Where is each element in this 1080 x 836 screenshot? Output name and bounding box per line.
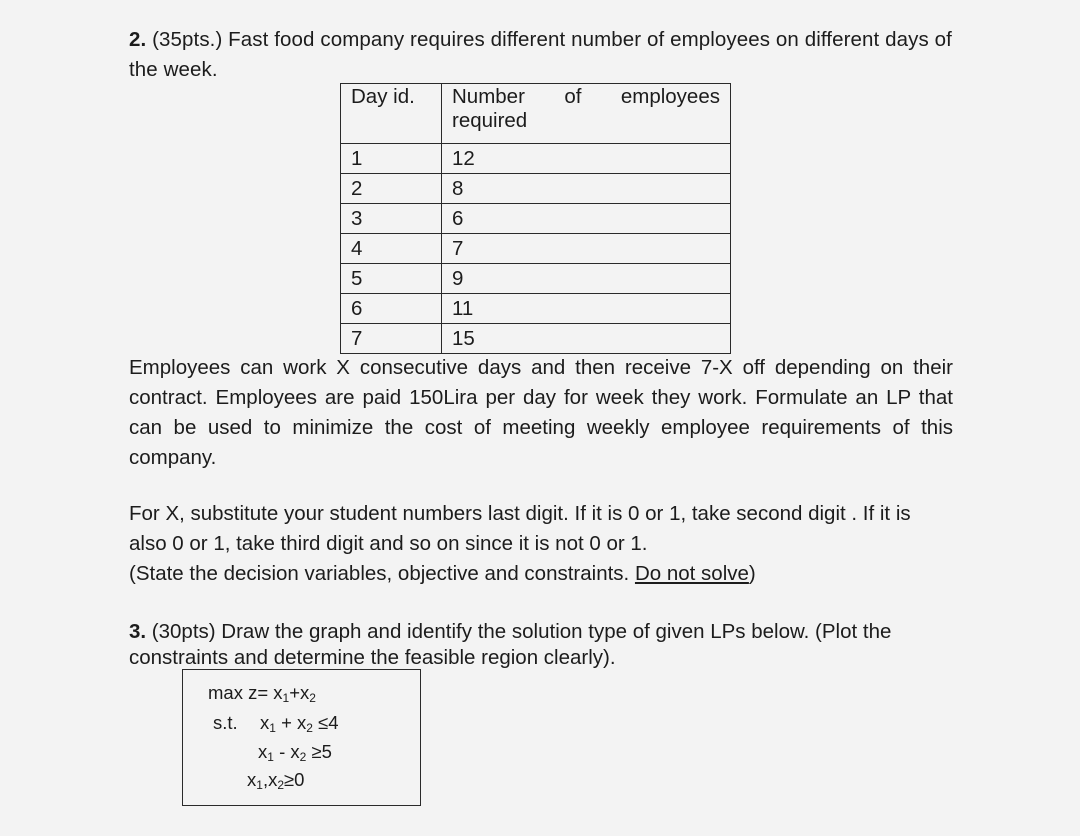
count-cell: 9: [442, 264, 731, 294]
count-cell: 7: [442, 234, 731, 264]
substitute-x-text: For X, substitute your student numbers last digit. If it is 0 or 1, take second digit . If it is also 0 or 1, take third digit and so on since it is not 0 or 1.: [129, 502, 911, 555]
table-header-row: [341, 84, 731, 144]
employee-requirements-table: [340, 83, 731, 354]
question-3: [129, 619, 953, 671]
nn-var-a: x: [247, 769, 257, 790]
subscript-2: 2: [309, 691, 316, 705]
subscript-1: 1: [267, 750, 274, 764]
day-cell: 2: [341, 174, 442, 204]
state-instruction-prefix: (State the decision variables, objective and constraints.: [129, 562, 635, 585]
question-3-number: 3.: [129, 620, 147, 643]
lp-constraint-2: [258, 741, 332, 764]
table-row: [341, 174, 731, 204]
subscript-1: 1: [282, 691, 290, 705]
subscript-2: 2: [299, 750, 307, 764]
table-row: [341, 204, 731, 234]
subscript-2: 2: [306, 721, 313, 735]
nn-rhs: ≥0: [284, 769, 305, 790]
objective-prefix: max z= x: [208, 682, 283, 703]
lp-objective: [208, 682, 316, 705]
header-employees-required: [442, 84, 731, 144]
question-2-number: 2.: [129, 28, 147, 51]
count-cell: 12: [442, 144, 731, 174]
employees-paragraph: Employees can work X consecutive days and then receive 7-X off depending on their contract. Employees are paid 150Lira per day for week they work. Formulate an LP that can be used to minimize the cost of meeting weekly employee requirements of this company.: [129, 356, 953, 469]
question-3-text: (30pts) Draw the graph and identify the solution type of given LPs below. (Plot the constraints and determine the feasible region clearly).: [129, 620, 892, 669]
question-2-intro: (35pts.) Fast food company requires different number of employees on different days of the week.: [129, 28, 952, 81]
c2-var-b: - x: [273, 741, 300, 762]
table-row: [341, 234, 731, 264]
question-2: [129, 25, 953, 85]
count-cell: 15: [442, 324, 731, 354]
table-row: [341, 264, 731, 294]
header-word-employees: employees: [620, 85, 720, 108]
table-row: [341, 144, 731, 174]
c2-rhs: ≥5: [306, 741, 332, 762]
day-cell: 6: [341, 294, 442, 324]
count-cell: 11: [442, 294, 731, 324]
c1-var-a: x: [260, 712, 270, 733]
lp-constraint-1: [260, 712, 339, 735]
day-cell: 7: [341, 324, 442, 354]
day-cell: 1: [341, 144, 442, 174]
day-cell: 3: [341, 204, 442, 234]
header-day-id: Day id.: [341, 84, 442, 144]
count-cell: 6: [442, 204, 731, 234]
header-word-number: Number: [452, 85, 525, 108]
lp-nonnegativity: [247, 769, 304, 792]
state-instruction-suffix: ): [748, 562, 756, 585]
substitute-x-paragraph: [129, 499, 953, 589]
nn-var-b: ,x: [262, 769, 278, 790]
c1-rhs: ≤4: [312, 712, 339, 733]
lp-formulation-box: [182, 669, 421, 806]
lp-st-label: s.t.: [213, 712, 238, 733]
subscript-1: 1: [256, 778, 263, 792]
day-cell: 5: [341, 264, 442, 294]
header-word-of: of: [564, 85, 582, 108]
subscript-1: 1: [269, 721, 276, 735]
c1-var-b: + x: [275, 712, 307, 733]
day-cell: 4: [341, 234, 442, 264]
table-row: [341, 324, 731, 354]
c2-var-a: x: [258, 741, 268, 762]
count-cell: 8: [442, 174, 731, 204]
header-word-required: required: [452, 109, 528, 132]
table-row: [341, 294, 731, 324]
do-not-solve-underlined: Do not solve: [634, 562, 749, 585]
subscript-2: 2: [277, 778, 285, 792]
objective-mid: +x: [289, 682, 310, 703]
